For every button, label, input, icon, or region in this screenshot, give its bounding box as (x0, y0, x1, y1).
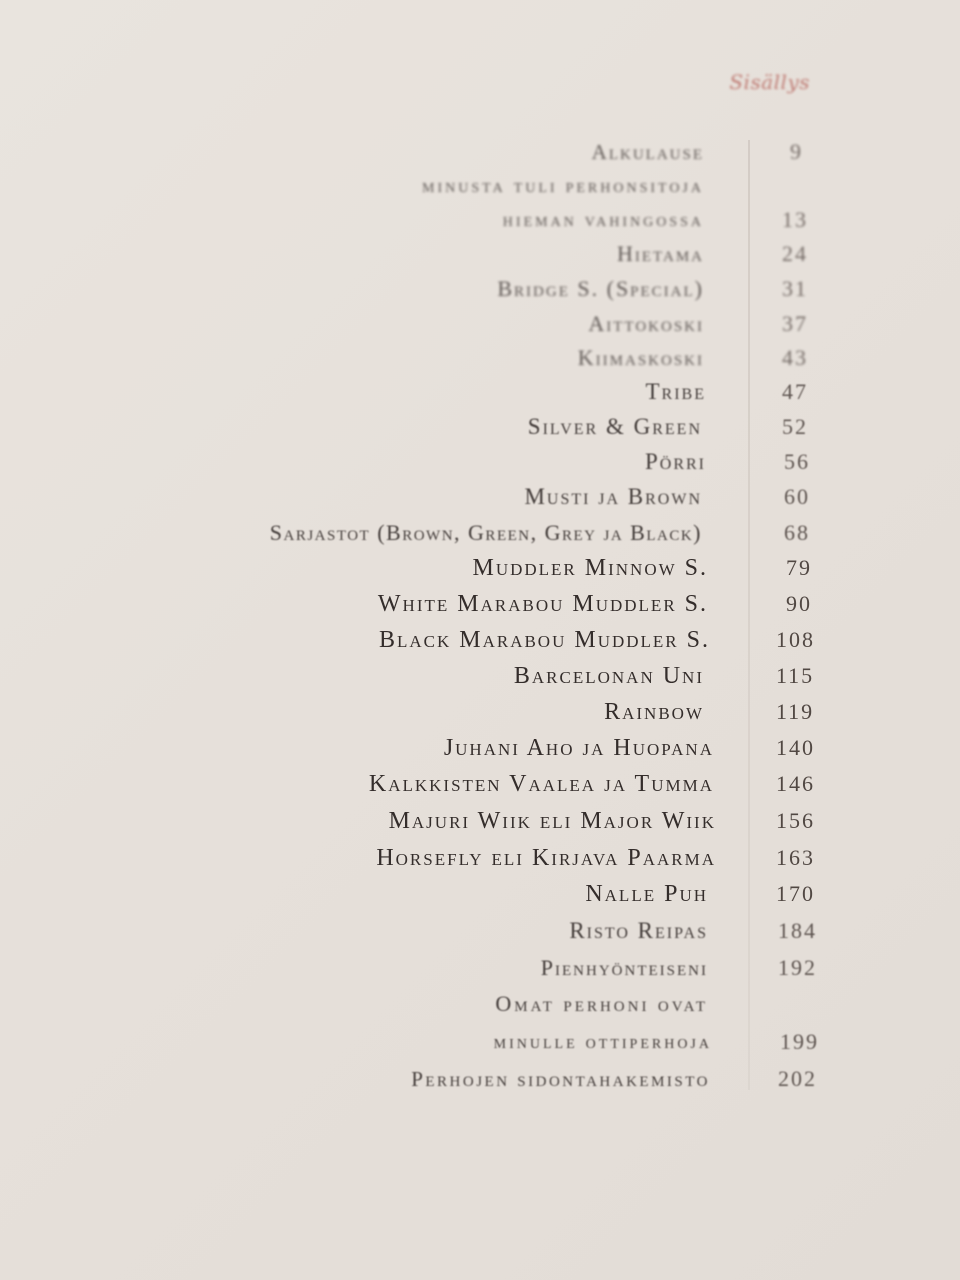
toc-entry-title: Aittokoski (588, 311, 704, 336)
toc-entry (0, 913, 960, 949)
toc-entry-page: 52 (782, 414, 808, 439)
toc-entry (0, 1024, 960, 1060)
toc-entry-title: minulle ottiperhoja (493, 1031, 712, 1053)
toc-entry-page: 146 (776, 771, 815, 796)
toc-entry (0, 409, 960, 445)
toc-entry-page: 163 (776, 845, 815, 870)
toc-entry-page: 90 (786, 591, 812, 616)
toc-entry (0, 271, 960, 307)
toc-entry (0, 306, 960, 342)
toc-entry (0, 876, 960, 912)
toc-entry (0, 1061, 960, 1097)
toc-entry-page: 184 (778, 918, 817, 943)
toc-entry-title: Silver & Green (527, 414, 702, 439)
toc-entry-title: Risto Reipas (569, 918, 708, 943)
toc-entry-page: 115 (776, 663, 815, 688)
page-header: Sisällys (729, 70, 810, 94)
toc-entry-page: 202 (778, 1066, 817, 1091)
toc-entry-title: minusta tuli perhonsitoja (422, 175, 704, 197)
toc-entry-title: Alkulause (591, 140, 704, 164)
toc-entry-page: 119 (776, 699, 815, 724)
toc-entry (0, 803, 960, 839)
toc-entry-page: 156 (776, 808, 815, 833)
toc-entry (0, 986, 960, 1022)
toc-entry-title: Tribe (645, 379, 706, 404)
toc-entry-title: Juhani Aho ja Huopana (443, 735, 714, 761)
toc-entry (0, 134, 960, 170)
toc-entry (0, 444, 960, 480)
toc-entry-title: Black Marabou Muddler S. (378, 627, 710, 653)
toc-entry-title: Bridge S. (Special) (497, 276, 704, 301)
toc-entry-title: Majuri Wiik eli Major Wiik (388, 808, 716, 834)
toc-entry-page: 31 (782, 276, 808, 301)
toc-entry (0, 622, 960, 658)
toc-entry-title: Barcelonan Uni (513, 663, 704, 689)
toc-entry (0, 374, 960, 410)
toc-entry (0, 950, 960, 986)
toc-entry (0, 515, 960, 551)
toc-entry-title: White Marabou Muddler S. (377, 591, 708, 617)
toc-entry-title: Hietama (616, 241, 704, 266)
toc-entry-title: Sarjastot (Brown, Green, Grey ja Black) (269, 520, 702, 545)
toc-entry (0, 658, 960, 694)
toc-entry (0, 840, 960, 876)
toc-entry-title: Kiimaskoski (577, 345, 704, 370)
toc-entry-page: 9 (790, 139, 803, 164)
toc-entry-title: Rainbow (604, 699, 704, 725)
toc-entry-page: 43 (782, 345, 808, 370)
toc-entry-page: 68 (784, 520, 810, 545)
toc-entry (0, 766, 960, 802)
toc-entry (0, 550, 960, 586)
toc-entry-page: 24 (782, 241, 808, 266)
toc-entry-page: 47 (782, 379, 808, 404)
toc-entry-page: 108 (776, 627, 815, 652)
toc-entry-page: 199 (780, 1029, 819, 1054)
toc-entry (0, 730, 960, 766)
toc-entry-title: Horsefly eli Kirjava Paarma (376, 845, 716, 871)
toc-entry (0, 168, 960, 204)
toc-entry (0, 340, 960, 376)
toc-entry-page: 170 (776, 881, 815, 906)
toc-entry (0, 586, 960, 622)
toc-entry-page: 140 (776, 735, 815, 760)
toc-entry-page: 37 (782, 311, 808, 336)
toc-entry-title: Nalle Puh (585, 881, 708, 907)
toc-entry-title: Kalkkisten Vaalea ja Tumma (368, 771, 714, 797)
toc-entry-page: 60 (784, 484, 810, 509)
toc-entry-title: Perhojen sidontahakemisto (411, 1067, 710, 1091)
toc-entry (0, 479, 960, 515)
toc-entry-title: hieman vahingossa (502, 209, 704, 231)
toc-entry-page: 56 (784, 449, 810, 474)
toc-entry-title: Musti ja Brown (524, 484, 702, 509)
toc-entry (0, 236, 960, 272)
toc-entry-title: Muddler Minnow S. (472, 555, 708, 581)
toc-entry-page: 13 (782, 207, 808, 232)
toc-entry-page: 192 (778, 955, 817, 980)
toc-entry-page: 79 (786, 555, 812, 580)
toc-entry-title: Pienhyönteiseni (540, 955, 708, 980)
toc-entry-title: Omat perhoni ovat (495, 991, 708, 1016)
toc-entry (0, 202, 960, 238)
toc-entry (0, 694, 960, 730)
toc-entry-title: Pörri (644, 449, 706, 474)
